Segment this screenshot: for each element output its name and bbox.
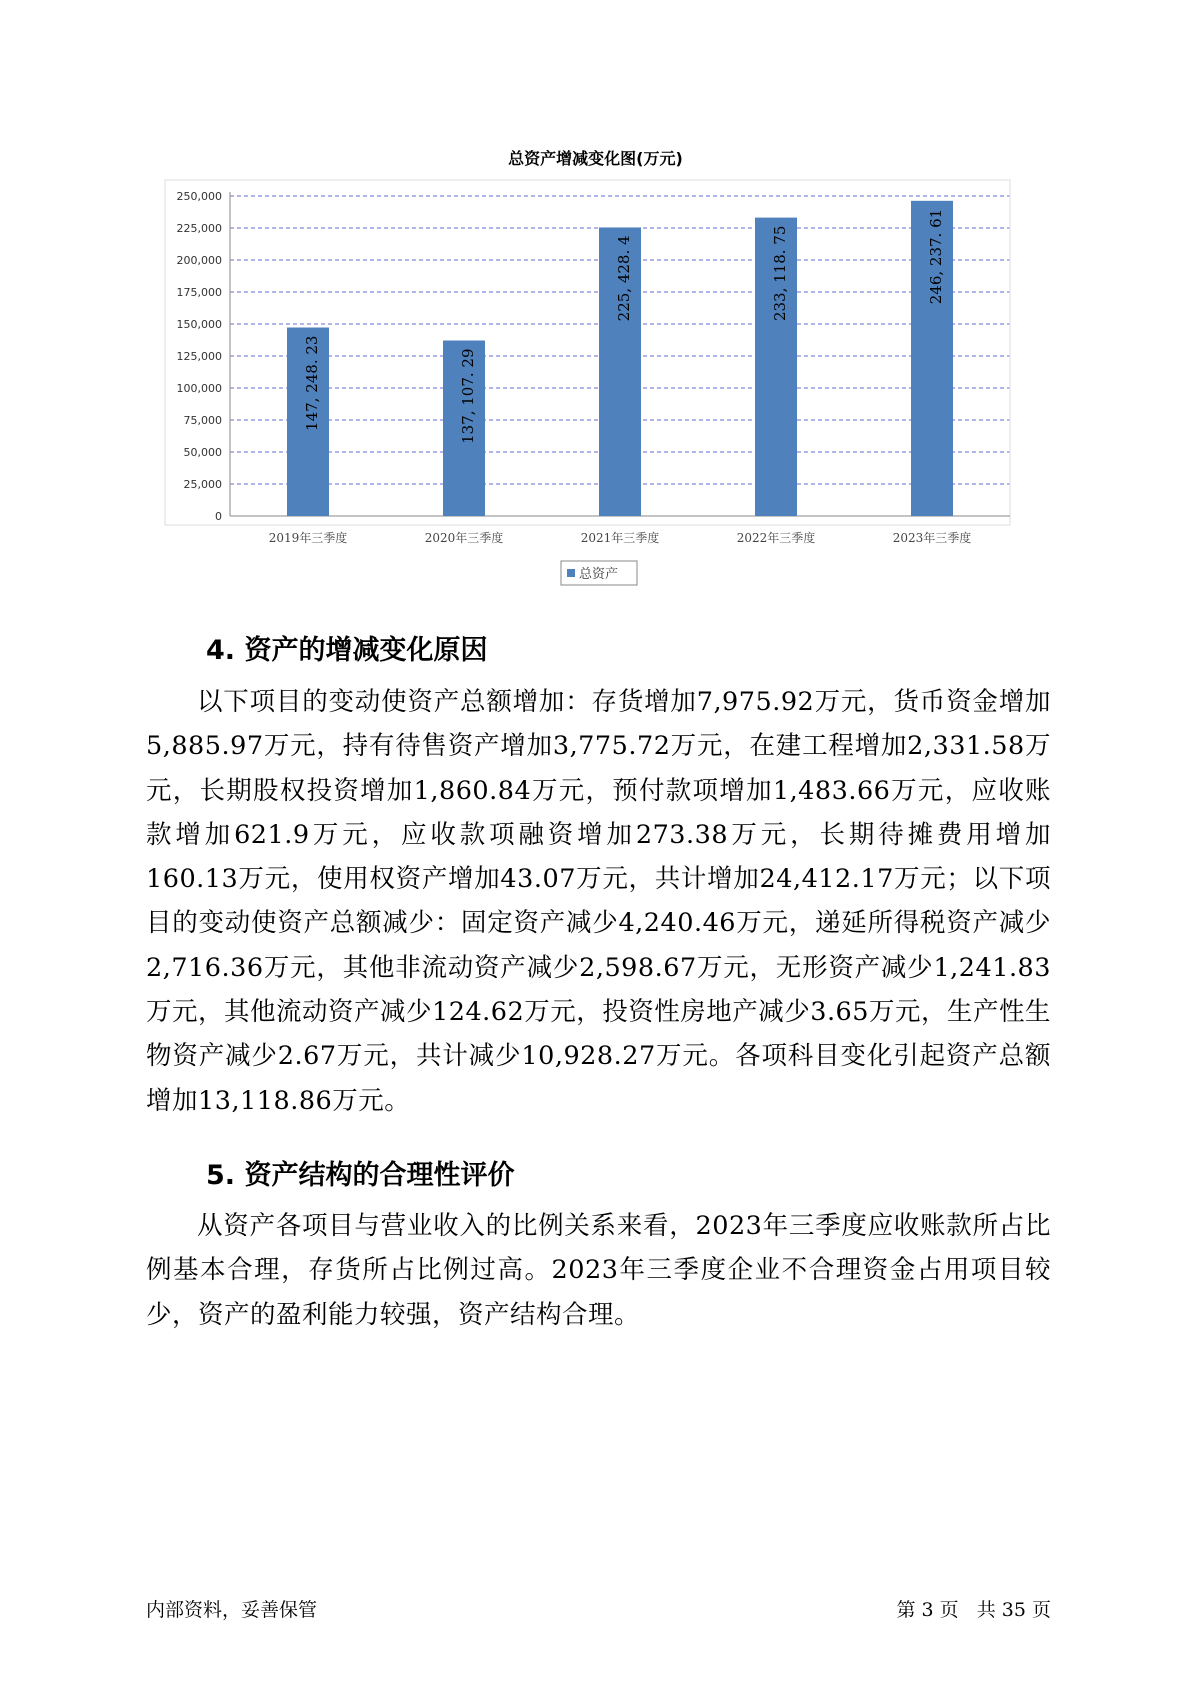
bar-value-label: 233, 118. 75 [771,225,789,322]
x-category-label: 2020年三季度 [424,531,504,545]
legend-swatch [567,569,575,577]
section-4-paragraph: 以下项目的变动使资产总额增加：存货增加7,975.92万元，货币资金增加5,885.97万元，持有待售资产增加3,775.72万元，在建工程增加2,331.58万元，长期股权投资增加1,860.84万元，预付款项增加1,483.66万元，应收账款增加621.9万元，应收款项融资增加273.38万元，长期待摊费用增加160.13万元，使用权资产增加43.07万元，共计增加24,412.17万元；以下项目的变动使资产总额减少：固定资产减少4,240.46万元，递延所得税资产减少2,716.36万元，其他非流动资产减少2,598.67万元，无形资产减少1,241.83万元，其他流动资产减少124.62万元，投资性房地产减少3.65万元，生产性生物资产减少2.67万元，共计减少10,928.27万元。各项科目变化引起资产总额增加13,118.86万元。 [146,687,1052,1116]
x-category-label: 2021年三季度 [580,531,660,545]
y-tick-label: 250,000 [176,190,222,203]
total-assets-bar-chart [0,0,1191,600]
y-tick-label: 50,000 [183,446,222,459]
section-4-heading: 4. 资产的增减变化原因 [206,635,488,666]
y-tick-label: 225,000 [176,222,222,235]
section-5-heading: 5. 资产结构的合理性评价 [206,1160,515,1191]
x-category-label: 2019年三季度 [268,531,348,545]
y-tick-label: 175,000 [176,286,222,299]
x-category-label: 2023年三季度 [892,531,972,545]
chart-title: 总资产增减变化图(万元) [508,149,683,168]
bar-value-label: 137, 107. 29 [459,348,477,444]
chart-legend [561,561,637,585]
bar-value-label: 246, 237. 61 [927,208,945,305]
y-tick-label: 0 [215,510,222,523]
y-tick-label: 200,000 [176,254,222,267]
footer-page-number: 第 3 页 共 35 页 [896,1599,1051,1621]
y-tick-label: 125,000 [176,350,222,363]
y-tick-label: 150,000 [176,318,222,331]
bar-value-label: 147, 248. 23 [303,335,321,431]
legend-label: 总资产 [579,567,619,582]
bar-value-label: 225, 428. 4 [615,235,633,322]
y-tick-label: 25,000 [183,478,222,491]
section-5-paragraph: 从资产各项目与营业收入的比例关系来看，2023年三季度应收账款所占比例基本合理，存货所占比例过高。2023年三季度企业不合理资金占用项目较少，资产的盈利能力较强，资产结构合理。 [146,1211,1051,1330]
y-tick-label: 75,000 [183,414,222,427]
x-category-label: 2022年三季度 [736,531,816,545]
footer-confidential-note: 内部资料，妥善保管 [146,1599,318,1621]
y-tick-label: 100,000 [176,382,222,395]
